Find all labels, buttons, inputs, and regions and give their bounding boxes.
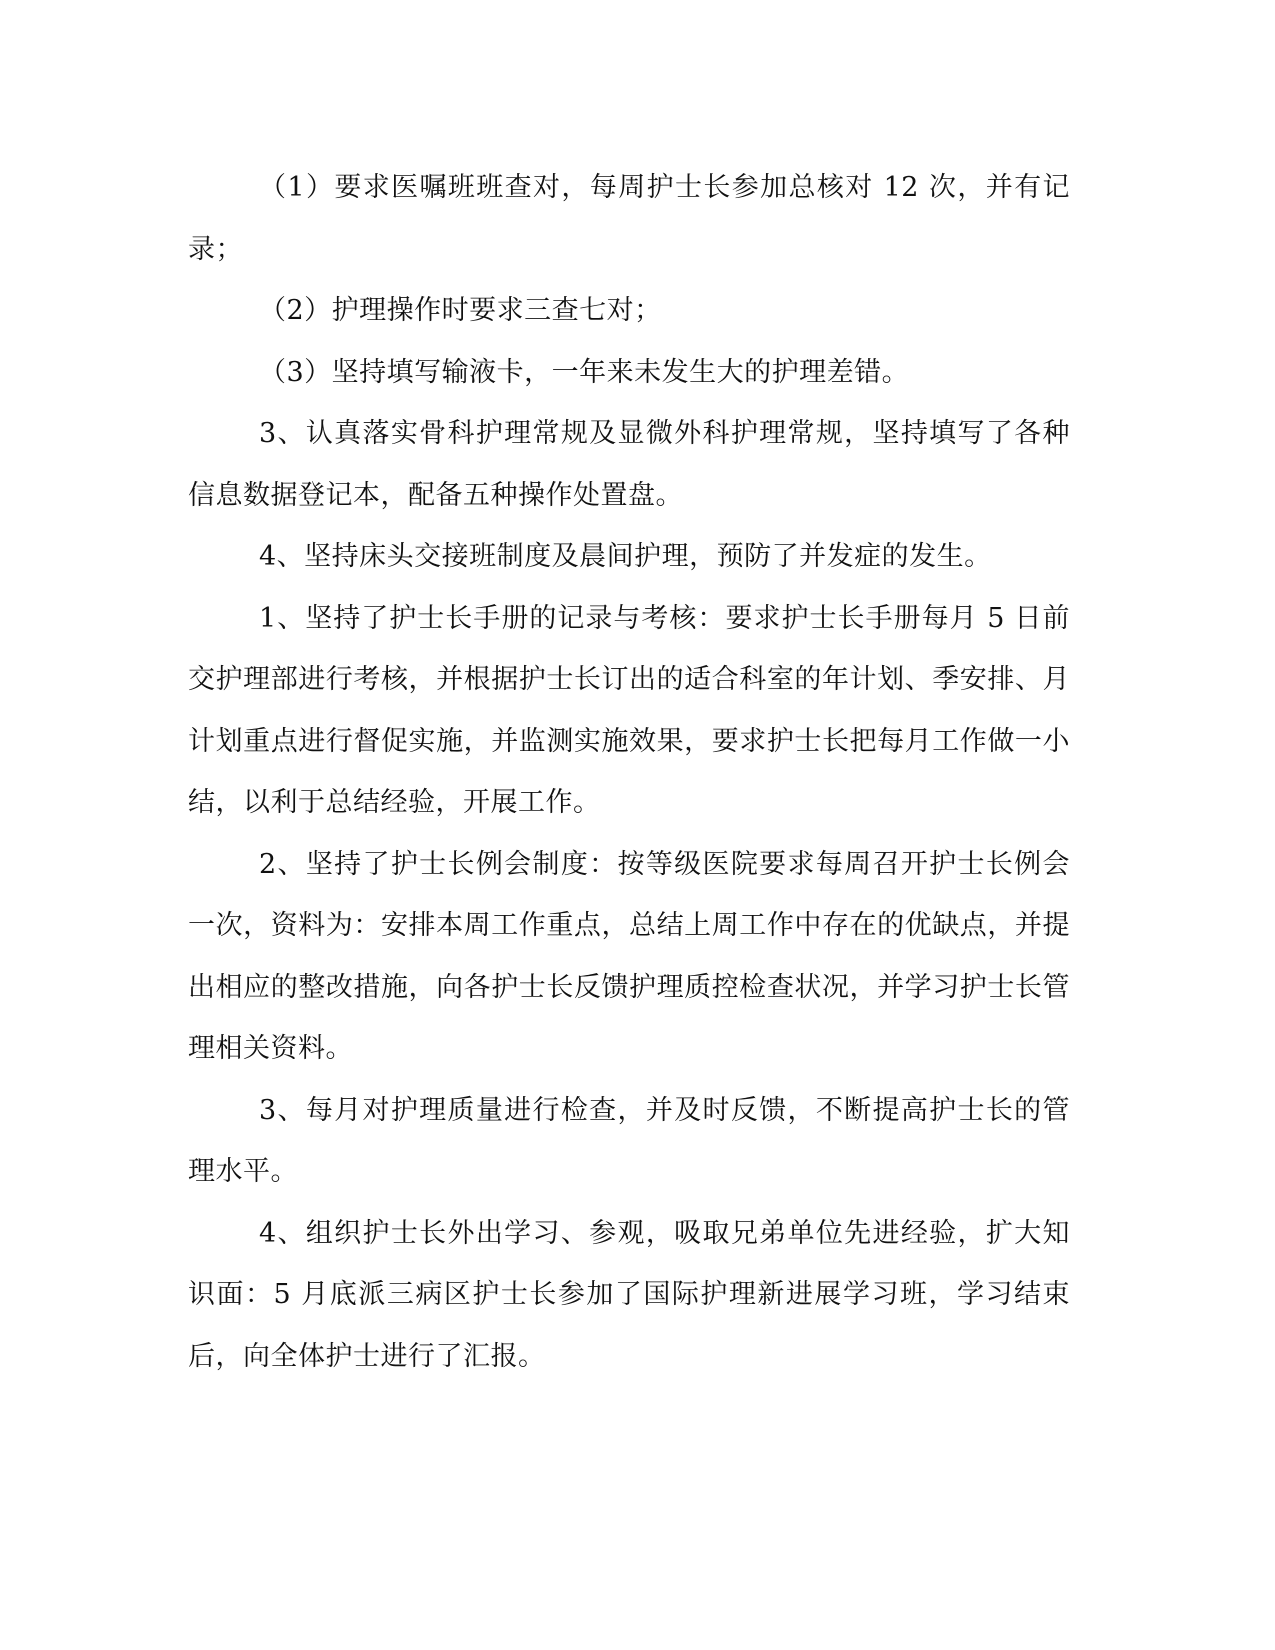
document-body [188, 157, 1070, 1387]
paragraph-external-study: 4、组织护士长外出学习、参观，吸取兄弟单位先进经验，扩大知识面：5 月底派三病区护士长参加了国际护理新进展学习班，学习结束后，向全体护士进行了汇报。 [188, 1217, 1070, 1372]
paragraph-infusion-card: （3）坚持填写输液卡，一年来未发生大的护理差错。 [259, 356, 910, 388]
paragraph-check-orders: （1）要求医嘱班班查对，每周护士长参加总核对 12 次，并有记录； [188, 172, 1070, 265]
paragraph-quality-check: 3、每月对护理质量进行检查，并及时反馈，不断提高护士长的管理水平。 [188, 1094, 1070, 1187]
paragraph-head-nurse-meeting: 2、坚持了护士长例会制度：按等级医院要求每周召开护士长例会一次，资料为：安排本周工作重点，总结上周工作中存在的优缺点，并提出相应的整改措施，向各护士长反馈护理质控检查状况，并学习护士长管理相关资料。 [188, 848, 1070, 1064]
paragraph-bedside-handover: 4、坚持床头交接班制度及晨间护理，预防了并发症的发生。 [259, 541, 992, 572]
paragraph-orthopedic-care: 3、认真落实骨科护理常规及显微外科护理常规，坚持填写了各种信息数据登记本，配备五种操作处置盘。 [188, 418, 1070, 511]
paragraph-head-nurse-manual: 1、坚持了护士长手册的记录与考核：要求护士长手册每月 5 日前交护理部进行考核，并根据护士长订出的适合科室的年计划、季安排、月计划重点进行督促实施，并监测实施效果，要求护士长把每月工作做一小结，以利于总结经验，开展工作。 [188, 602, 1070, 818]
paragraph-three-checks: （2）护理操作时要求三查七对； [259, 295, 662, 326]
